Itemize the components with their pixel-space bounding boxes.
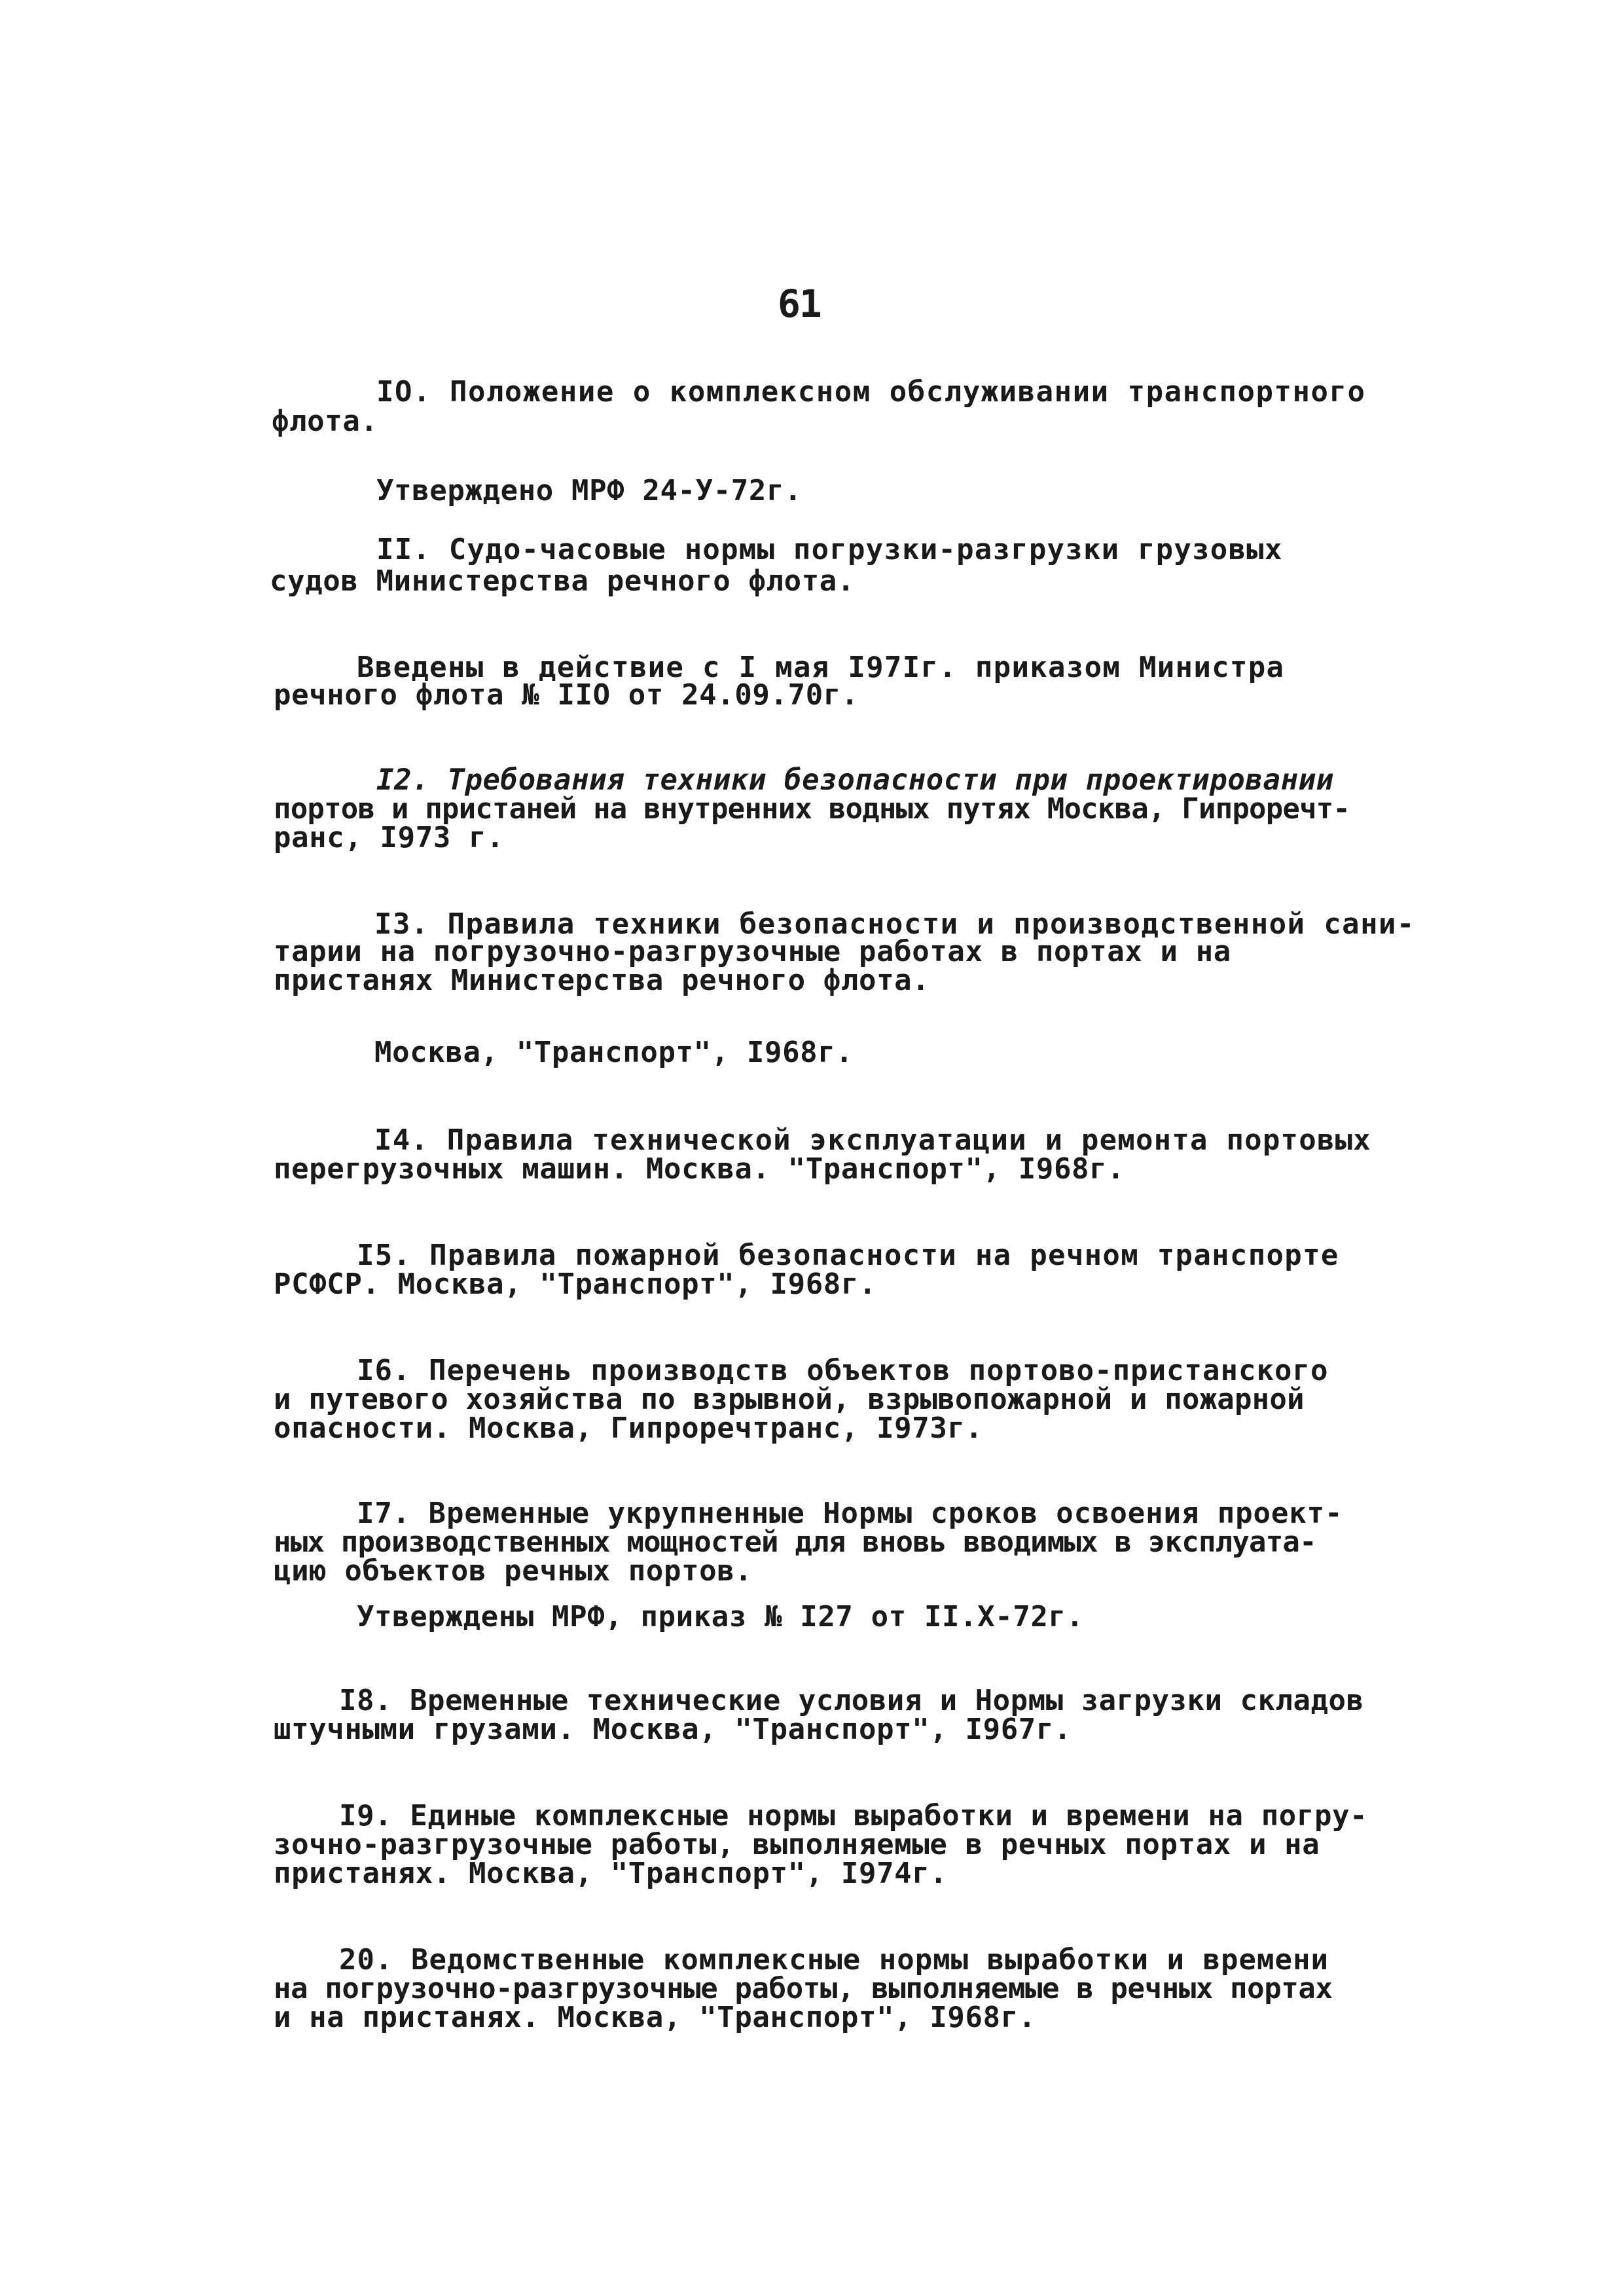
page-number: 61 bbox=[778, 282, 821, 326]
text-line: на погрузочно-разгрузочные работы, выполняемые в речных портах bbox=[274, 1972, 1333, 2005]
text-line: и путевого хозяйства по взрывной, взрывопожарной и пожарной bbox=[274, 1383, 1305, 1416]
text-line: I6. Перечень производств объектов портово-пристанского bbox=[357, 1354, 1329, 1387]
text-line: и на пристанях. Москва, "Транспорт", I968г. bbox=[274, 2001, 1036, 2034]
text-line: штучными грузами. Москва, "Транспорт", I967г. bbox=[274, 1713, 1072, 1746]
text-line: ранс, I973 г. bbox=[274, 821, 505, 854]
text-line: пристанях Министерства речного флота. bbox=[274, 964, 930, 997]
text-line: ных производственных мощностей для вновь вводимых в эксплуата- bbox=[274, 1525, 1316, 1559]
text-line: I7. Временные укрупненные Нормы сроков освоения проект- bbox=[357, 1497, 1343, 1530]
text-line: пристанях. Москва, "Транспорт", I974г. bbox=[274, 1857, 948, 1890]
text-line: Введены в действие с I мая I97Iг. приказом Министра bbox=[357, 651, 1285, 684]
text-line: портов и пристаней на внутренних водных путях Москва, Гипроречт- bbox=[274, 792, 1350, 826]
text-line: РСФСР. Москва, "Транспорт", I968г. bbox=[274, 1267, 877, 1301]
text-line: цию объектов речных портов. bbox=[274, 1554, 753, 1588]
text-line: IO. Положение о комплексном обслуживании транспортного bbox=[376, 375, 1366, 409]
text-line: перегрузочных машин. Москва. "Транспорт", I968г. bbox=[274, 1152, 1125, 1186]
text-line: опасности. Москва, Гипроречтранс, I973г. bbox=[274, 1412, 983, 1445]
text-line: I4. Правила технической эксплуатации и ремонта портовых bbox=[374, 1123, 1371, 1157]
text-line: зочно-разгрузочные работы, выполняемые в речных портах и на bbox=[274, 1828, 1320, 1861]
text-line: Утверждены МРФ, приказ № I27 от II.X-72г. bbox=[357, 1600, 1084, 1633]
text-line: I3. Правила техники безопасности и производственной сани- bbox=[374, 907, 1415, 941]
text-line: I5. Правила пожарной безопасности на речном транспорте bbox=[357, 1239, 1339, 1272]
text-line: судов Министерства речного флота. bbox=[270, 564, 855, 598]
text-line: II. Судо-часовые нормы погрузки-разгрузки грузовых bbox=[376, 533, 1283, 566]
text-line: флота. bbox=[272, 405, 378, 438]
text-line: тарии на погрузочно-разгрузочные работах в портах и на bbox=[274, 935, 1231, 968]
text-line: 20. Ведомственные комплексные нормы выработки и времени bbox=[339, 1943, 1329, 1977]
text-line: I8. Временные технические условия и Нормы загрузки складов bbox=[339, 1684, 1364, 1717]
text-line: I2. Требования техники безопасности при проектировании bbox=[376, 763, 1334, 797]
text-line: Москва, "Транспорт", I968г. bbox=[374, 1036, 854, 1069]
text-line: Утверждено МРФ 24-У-72г. bbox=[376, 474, 803, 507]
text-line: I9. Единые комплексные нормы выработки и времени на погру- bbox=[339, 1799, 1368, 1832]
text-line: речного флота № IIO от 24.09.70г. bbox=[274, 678, 859, 712]
